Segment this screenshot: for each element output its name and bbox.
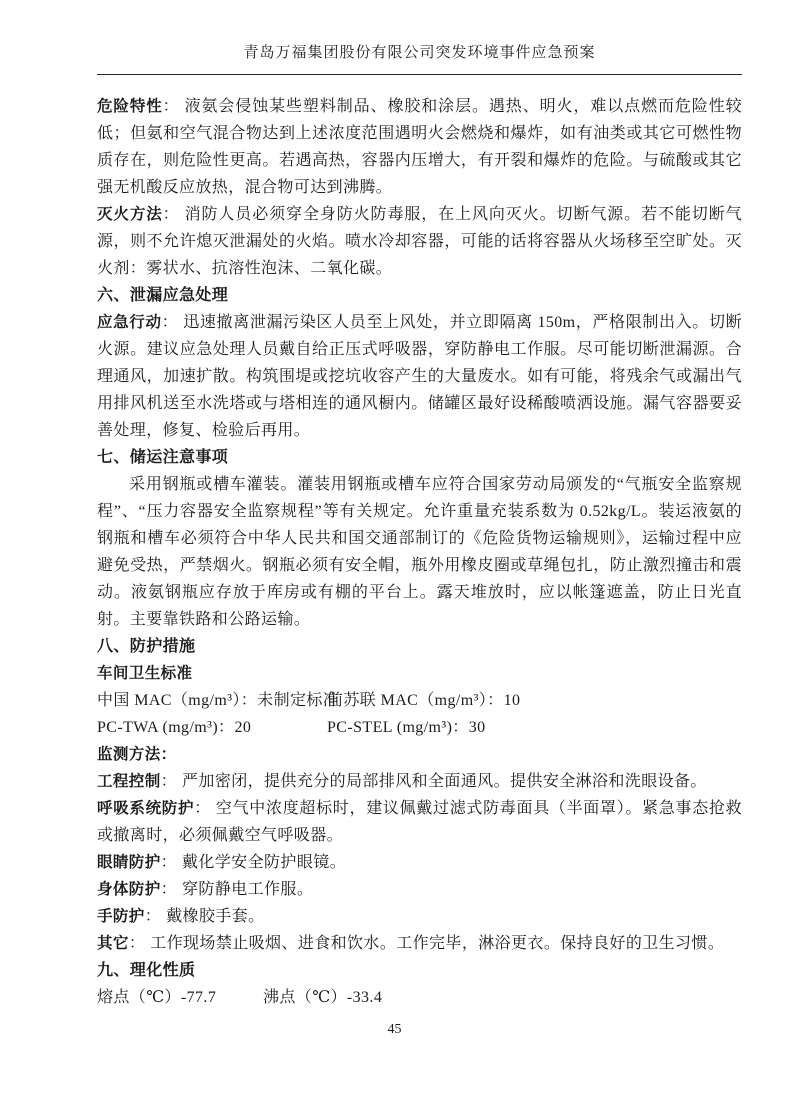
hazard-characteristics-paragraph	[97, 93, 742, 201]
label-colon: ：	[144, 908, 162, 925]
eye-protection-text: 戴化学安全防护眼镜。	[182, 854, 347, 871]
body-protection-text: 穿防静电工作服。	[182, 881, 314, 898]
label-colon: ：	[160, 854, 178, 871]
respiratory-protection-text: 空气中浓度超标时，建议佩戴过滤式防毒面具（半面罩）。紧急事态抢救或撤离时，必须佩戴空气呼吸器。	[97, 800, 742, 844]
body-protection-label: 身体防护	[97, 881, 161, 898]
label-colon: ：	[160, 773, 178, 790]
emergency-action-paragraph	[97, 309, 742, 444]
document-header-title: 青岛万福集团股份有限公司突发环境事件应急预案	[97, 44, 742, 75]
mac-values-row	[97, 687, 742, 714]
melting-point-value: 熔点（℃）-77.7	[97, 989, 217, 1006]
other-protection-paragraph	[97, 930, 742, 957]
section-heading-leak-response: 六、泄漏应急处理	[97, 287, 229, 304]
label-colon: ：	[161, 314, 179, 331]
section-heading-physicochemical: 九、理化性质	[97, 962, 196, 979]
eye-protection-paragraph	[97, 849, 742, 876]
pc-twa-value: PC-TWA (mg/m³)：20	[97, 719, 252, 736]
label-colon: ：	[162, 206, 180, 223]
hazard-characteristics-label: 危险特性	[97, 98, 163, 115]
label-colon: ：	[194, 800, 211, 817]
eye-protection-label: 眼睛防护	[97, 854, 161, 871]
firefighting-method-paragraph	[97, 201, 742, 282]
firefighting-method-text: 消防人员必须穿全身防火防毒服，在上风向灭火。切断气源。若不能切断气源，则不允许熄灭泄漏处的火焰。喷水冷却容器，可能的话将容器从火场移至空旷处。灭火剂：雾状水、抗溶性泡沫、二氧化碳。	[97, 206, 743, 277]
storage-transport-paragraph: 采用钢瓶或槽车灌装。灌装用钢瓶或槽车应符合国家劳动局颁发的“气瓶安全监察规程”、“压力容器安全监察规程”等有关规定。允许重量充装系数为 0.52kg/L。装运液氨的钢瓶和槽车必须符合中华人民共和国交通部制订的《危险货物运输规则》，运输过程中应避免受热，严禁烟火。钢瓶必须有安全帽，瓶外用橡皮圈或草绳包扎，防止激烈撞击和震动。液氨钢瓶应存放于库房或有棚的平台上。露天堆放时，应以帐篷遮盖，防止日光直射。主要靠铁路和公路运输。	[97, 476, 742, 628]
boiling-point-value: 沸点（℃）-33.4	[263, 989, 383, 1006]
hand-protection-paragraph	[97, 903, 742, 930]
engineering-control-paragraph	[97, 768, 742, 795]
section-heading-storage-transport: 七、储运注意事项	[97, 449, 229, 466]
melting-boiling-point-row	[97, 984, 742, 1011]
body-protection-paragraph	[97, 876, 742, 903]
emergency-action-label: 应急行动	[97, 314, 162, 331]
page-number: 45	[387, 1022, 402, 1037]
respiratory-protection-label: 呼吸系统防护	[97, 800, 195, 817]
workshop-hygiene-standard-title: 车间卫生标准	[97, 665, 193, 682]
emergency-action-text: 迅速撤离泄漏污染区人员至上风处，并立即隔离 150m，严格限制出入。切断火源。建议应急处理人员戴自给正压式呼吸器，穿防静电工作服。尽可能切断泄漏源。合理通风，加速扩散。构筑围堤或挖坑收容产生的大量废水。如有可能，将残余气或漏出气用排风机送至水洗塔或与塔相连的通风橱内。储罐区最好设稀酸喷洒设施。漏气容器要妥善处理，修复、检验后再用。	[97, 314, 742, 439]
respiratory-protection-paragraph	[97, 795, 742, 849]
section-heading-protection: 八、防护措施	[97, 638, 196, 655]
other-protection-label: 其它	[97, 935, 129, 952]
other-protection-text: 工作现场禁止吸烟、进食和饮水。工作完毕，淋浴更衣。保持良好的卫生习惯。	[150, 935, 725, 952]
hand-protection-label: 手防护	[97, 908, 145, 925]
firefighting-method-label: 灭火方法	[97, 206, 163, 223]
monitoring-method-title: 监测方法：	[97, 746, 177, 763]
hazard-characteristics-text: 液氨会侵蚀某些塑料制品、橡胶和涂层。遇热、明火，难以点燃而危险性较低；但氨和空气混合物达到上述浓度范围遇明火会燃烧和爆炸，如有油类或其它可燃性物质存在，则危险性更高。若遇高热，容器内压增大，有开裂和爆炸的危险。与硫酸或其它强无机酸反应放热，混合物可达到沸腾。	[97, 98, 743, 196]
engineering-control-label: 工程控制	[97, 773, 161, 790]
label-colon: ：	[128, 935, 146, 952]
china-mac-value: 中国 MAC（mg/m³）：未制定标准	[97, 692, 340, 709]
label-colon: ：	[162, 98, 180, 115]
hand-protection-text: 戴橡胶手套。	[166, 908, 265, 925]
document-body	[97, 75, 742, 1011]
soviet-mac-value: 前苏联 MAC（mg/m³）：10	[327, 692, 521, 709]
engineering-control-text: 严加密闭，提供充分的局部排风和全面通风。提供安全淋浴和洗眼设备。	[182, 773, 707, 790]
pc-stel-value: PC-STEL (mg/m³)：30	[327, 719, 486, 736]
label-colon: ：	[160, 881, 178, 898]
pc-values-row	[97, 714, 742, 741]
